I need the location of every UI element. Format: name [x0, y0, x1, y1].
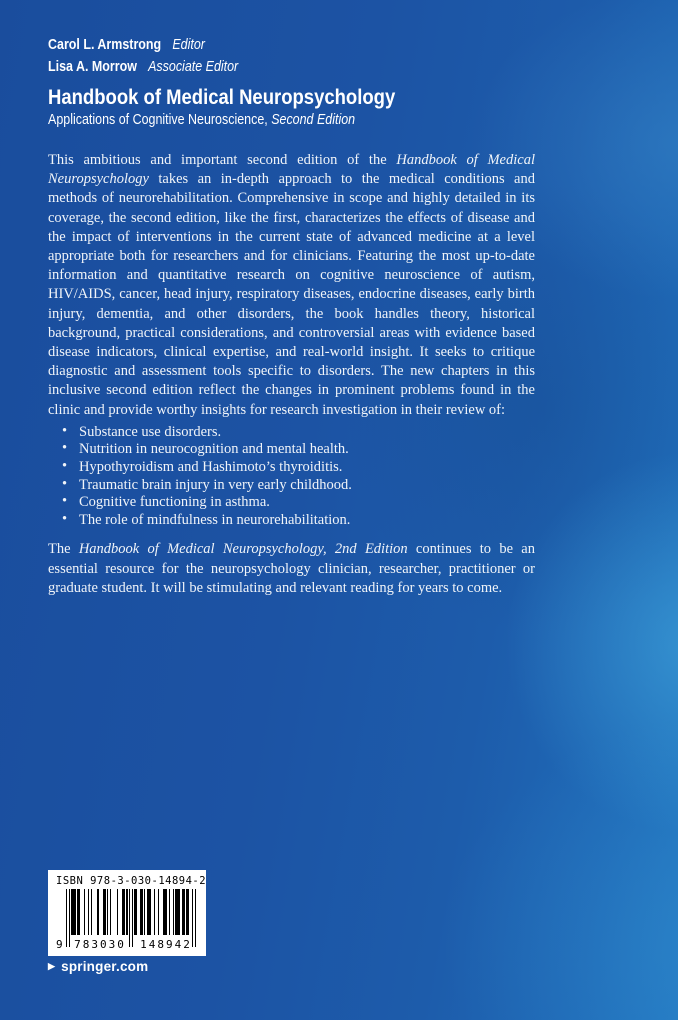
editor-name: Carol L. Armstrong [48, 37, 162, 53]
barcode-bar [144, 889, 145, 935]
editor-line [48, 60, 564, 75]
editor-role: Editor [172, 37, 205, 53]
topics-list [48, 424, 535, 530]
arrow-right-icon: ▶ [48, 961, 56, 971]
barcode-bar [107, 889, 108, 935]
barcode-bar [134, 889, 137, 935]
editor-line [48, 38, 564, 53]
barcode-bar [110, 889, 111, 935]
barcode-bar [97, 889, 98, 935]
barcode-bar [117, 889, 118, 935]
barcode-bar [88, 889, 89, 935]
barcode-bar [147, 889, 151, 935]
barcode-bar [84, 889, 85, 935]
barcode-digits [56, 938, 198, 951]
list-item: • Nutrition in neurocognition and mental health. [48, 441, 535, 459]
barcode-digit-group1: 783030 [74, 938, 126, 951]
book-subtitle [48, 112, 564, 129]
description-paragraph: This ambitious and important second edition of the Handbook of Medical Neuropsychology takes an in-depth approach to the medical conditions and methods of neurorehabilitation. Comprehensive in scope and highly detailed in its coverage, the second edition, like the first, characterizes the effects of disease and the impact of interventions in the current state of advanced medicine at a level appropriate both for researchers and for clinicians. Featuring the most up-to-date information and quantitative research on cognitive neuroscience of autism, HIV/AIDS, cancer, head injury, respiratory diseases, endocrine diseases, early birth injury, dementia, and other disorders, the book handles theory, historical background, practical considerations, and controversial areas with evidence based disease indicators, clinical expertise, and real-world insight. It seeks to critique diagnostic and assessment tools specific to disorders. The new chapters in this inclusive second edition reflect the changes in prominent problems found in the clinic and provide worthy insights for research investigation in their review of: [48, 152, 535, 418]
back-cover-blurb [48, 151, 535, 598]
barcode-digit-group2: 148942 [140, 938, 192, 951]
barcode-bar [126, 889, 127, 935]
isbn-barcode-panel [48, 870, 206, 956]
barcode-bar [186, 889, 189, 935]
barcode-bar [158, 889, 159, 935]
barcode-bar [173, 889, 174, 935]
barcode-bar [169, 889, 170, 935]
barcode-bar [91, 889, 92, 935]
header-block [48, 38, 564, 129]
subtitle-edition: Second Edition [271, 112, 356, 128]
barcode-digit-first: 9 [56, 938, 63, 951]
barcode-bar [122, 889, 125, 935]
list-item: • Substance use disorders. [48, 424, 535, 442]
barcode-bar [154, 889, 155, 935]
list-item: • Cognitive functioning in asthma. [48, 494, 535, 512]
barcode-bar [182, 889, 185, 935]
ean13-barcode [56, 889, 198, 951]
barcode-bar [77, 889, 80, 935]
subtitle-text: Applications of Cognitive Neuroscience, [48, 112, 272, 128]
editor-role: Associate Editor [148, 59, 239, 75]
barcode-bar [163, 889, 167, 935]
book-title: Handbook of Medical Neuropsychology [48, 85, 396, 109]
barcode-bar [71, 889, 75, 935]
barcode-bar [140, 889, 143, 935]
barcode-bar [175, 889, 179, 935]
closing-paragraph: The Handbook of Medical Neuropsychology, 2nd Edition continues to be an essential resource for the neuropsychology clinician, researcher, practitioner or graduate student. It will be stimulating and relevant reading for years to come. [48, 541, 535, 596]
publisher-url: springer.com [61, 959, 149, 974]
list-item: • The role of mindfulness in neurorehabilitation. [48, 512, 535, 530]
list-item: • Hypothyroidism and Hashimoto’s thyroiditis. [48, 459, 535, 477]
editor-name: Lisa A. Morrow [48, 59, 137, 75]
isbn-number: ISBN 978-3-030-14894-2 [56, 875, 207, 887]
list-item: • Traumatic brain injury in very early childhood. [48, 477, 535, 495]
barcode-bar [103, 889, 106, 935]
publisher-line [48, 959, 148, 974]
